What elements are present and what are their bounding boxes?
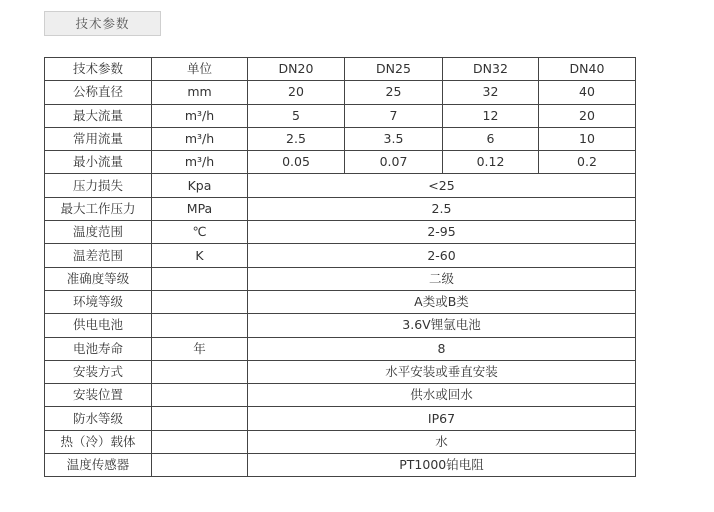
param-name-cell: 常用流量 — [45, 127, 152, 150]
param-name-cell: 热（冷）载体 — [45, 430, 152, 453]
value-cell: 2.5 — [248, 127, 345, 150]
header-cell: DN20 — [248, 58, 345, 81]
value-cell: 0.12 — [443, 151, 539, 174]
param-name-cell: 准确度等级 — [45, 267, 152, 290]
param-name-cell: 环境等级 — [45, 290, 152, 313]
param-name-cell: 防水等级 — [45, 407, 152, 430]
spec-table — [44, 57, 636, 477]
table-row — [45, 174, 636, 197]
value-cell: 32 — [443, 81, 539, 104]
table-row — [45, 337, 636, 360]
param-name-cell: 安装位置 — [45, 384, 152, 407]
value-cell: IP67 — [248, 407, 636, 430]
value-cell: 供水或回水 — [248, 384, 636, 407]
value-cell: 5 — [248, 104, 345, 127]
unit-cell: ℃ — [152, 221, 248, 244]
unit-cell — [152, 407, 248, 430]
unit-cell — [152, 360, 248, 383]
unit-cell: MPa — [152, 197, 248, 220]
table-row — [45, 267, 636, 290]
value-cell: 25 — [345, 81, 443, 104]
unit-cell: K — [152, 244, 248, 267]
table-row — [45, 151, 636, 174]
value-cell: 0.05 — [248, 151, 345, 174]
unit-cell: Kpa — [152, 174, 248, 197]
header-cell: DN25 — [345, 58, 443, 81]
param-name-cell: 供电电池 — [45, 314, 152, 337]
table-row — [45, 360, 636, 383]
value-cell: 二级 — [248, 267, 636, 290]
value-cell: 20 — [248, 81, 345, 104]
value-cell: 8 — [248, 337, 636, 360]
value-cell: 0.2 — [539, 151, 636, 174]
unit-cell: m³/h — [152, 151, 248, 174]
table-header-row — [45, 58, 636, 81]
unit-cell — [152, 430, 248, 453]
unit-cell: mm — [152, 81, 248, 104]
table-row — [45, 81, 636, 104]
param-name-cell: 温度范围 — [45, 221, 152, 244]
unit-cell — [152, 267, 248, 290]
unit-cell: m³/h — [152, 104, 248, 127]
param-name-cell: 最小流量 — [45, 151, 152, 174]
header-cell: 单位 — [152, 58, 248, 81]
unit-cell: m³/h — [152, 127, 248, 150]
param-name-cell: 公称直径 — [45, 81, 152, 104]
table-row — [45, 454, 636, 477]
header-cell: DN32 — [443, 58, 539, 81]
param-name-cell: 电池寿命 — [45, 337, 152, 360]
table-row — [45, 314, 636, 337]
value-cell: 2-60 — [248, 244, 636, 267]
table-row — [45, 407, 636, 430]
param-name-cell: 温差范围 — [45, 244, 152, 267]
param-name-cell: 最大流量 — [45, 104, 152, 127]
tab-technical-params[interactable]: 技术参数 — [44, 11, 161, 36]
value-cell: 3.5 — [345, 127, 443, 150]
table-row — [45, 290, 636, 313]
value-cell: 6 — [443, 127, 539, 150]
unit-cell: 年 — [152, 337, 248, 360]
value-cell: 40 — [539, 81, 636, 104]
unit-cell — [152, 454, 248, 477]
table-row — [45, 127, 636, 150]
table-row — [45, 197, 636, 220]
value-cell: A类或B类 — [248, 290, 636, 313]
value-cell: 3.6V锂氩电池 — [248, 314, 636, 337]
unit-cell — [152, 314, 248, 337]
table-row — [45, 384, 636, 407]
table-row — [45, 221, 636, 244]
value-cell: <25 — [248, 174, 636, 197]
table-row — [45, 430, 636, 453]
unit-cell — [152, 384, 248, 407]
header-cell: DN40 — [539, 58, 636, 81]
value-cell: 0.07 — [345, 151, 443, 174]
value-cell: 水平安装或垂直安装 — [248, 360, 636, 383]
value-cell: 2.5 — [248, 197, 636, 220]
value-cell: 10 — [539, 127, 636, 150]
table-row — [45, 104, 636, 127]
value-cell: PT1000铂电阻 — [248, 454, 636, 477]
param-name-cell: 压力损失 — [45, 174, 152, 197]
value-cell: 水 — [248, 430, 636, 453]
header-cell: 技术参数 — [45, 58, 152, 81]
value-cell: 2-95 — [248, 221, 636, 244]
param-name-cell: 最大工作压力 — [45, 197, 152, 220]
value-cell: 7 — [345, 104, 443, 127]
param-name-cell: 温度传感器 — [45, 454, 152, 477]
unit-cell — [152, 290, 248, 313]
table-row — [45, 244, 636, 267]
value-cell: 12 — [443, 104, 539, 127]
param-name-cell: 安装方式 — [45, 360, 152, 383]
value-cell: 20 — [539, 104, 636, 127]
